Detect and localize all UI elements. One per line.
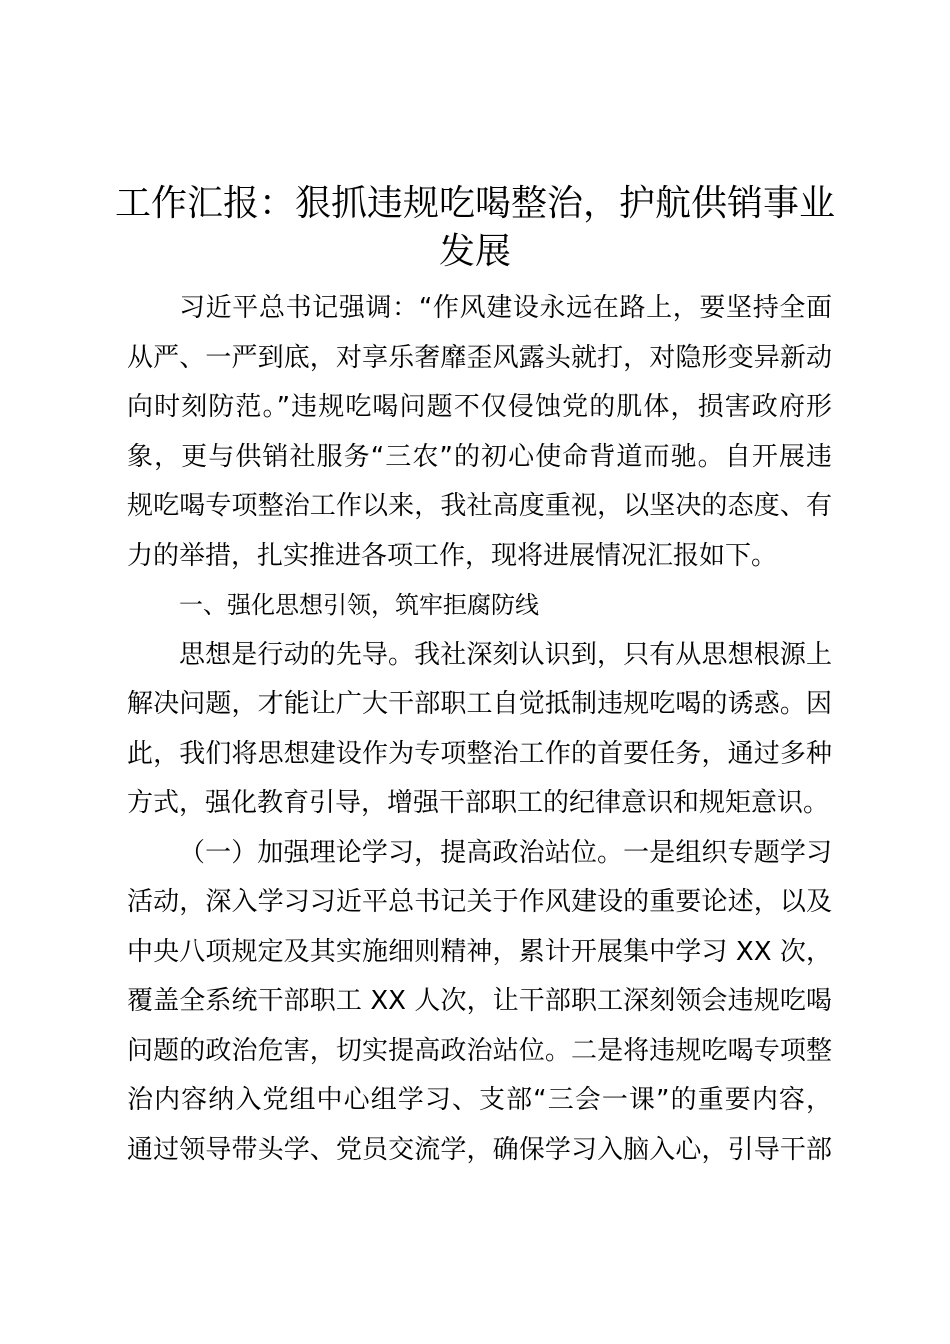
- paragraph-line: 规吃喝专项整治工作以来，我社高度重视，以坚决的态度、有: [127, 491, 832, 521]
- paragraph-line: 通过领导带头学、党员交流学，确保学习入脑入心，引导干部: [127, 1134, 832, 1165]
- document-title: [100, 180, 850, 276]
- paragraph-line: 思想是行动的先导。我社深刻认识到，只有从思想根源上: [179, 639, 832, 670]
- paragraph-line: 力的举措，扎实推进各项工作，现将进展情况汇报如下。: [127, 540, 778, 571]
- title-line-1: 工作汇报：狠抓违规吃喝整治，护航供销事业: [114, 183, 835, 224]
- title-line-2: 发展: [438, 231, 511, 272]
- paragraph-line: 象，更与供销社服务“三农”的初心使命背道而驰。自开展违: [127, 441, 832, 472]
- paragraph-line: 向时刻防范。”违规吃喝问题不仅侵蚀党的肌体，损害政府形: [127, 392, 832, 422]
- paragraph-line: 从严、一严到底，对享乐奢靡歪风露头就打，对隐形变异新动: [127, 342, 832, 373]
- section-heading: 一、强化思想引领，筑牢拒腐防线: [179, 591, 539, 619]
- paragraph-line: 覆盖全系统干部职工 XX 人次，让干部职工深刻领会违规吃喝: [127, 986, 832, 1016]
- paragraph-line: 问题的政治危害，切实提高政治站位。二是将违规吃喝专项整: [127, 1035, 832, 1066]
- paragraph-line: 方式，强化教育引导，增强干部职工的纪律意识和规矩意识。: [127, 788, 830, 818]
- paragraph-line: 此，我们将思想建设作为专项整治工作的首要任务，通过多种: [127, 738, 832, 769]
- paragraph-line: 治内容纳入党组中心组学习、支部“三会一课”的重要内容，: [127, 1085, 832, 1115]
- document-body: [127, 284, 832, 1175]
- paragraph-line: （一）加强理论学习，提高政治站位。一是组织专题学习: [179, 837, 832, 868]
- paragraph-line: 中央八项规定及其实施细则精神，累计开展集中学习 XX 次，: [127, 936, 832, 967]
- paragraph-line: 解决问题，才能让广大干部职工自觉抵制违规吃喝的诱惑。因: [127, 689, 832, 719]
- paragraph-line: 活动，深入学习习近平总书记关于作风建设的重要论述，以及: [127, 887, 832, 917]
- paragraph-line: 习近平总书记强调：“作风建设永远在路上，要坚持全面: [179, 293, 832, 323]
